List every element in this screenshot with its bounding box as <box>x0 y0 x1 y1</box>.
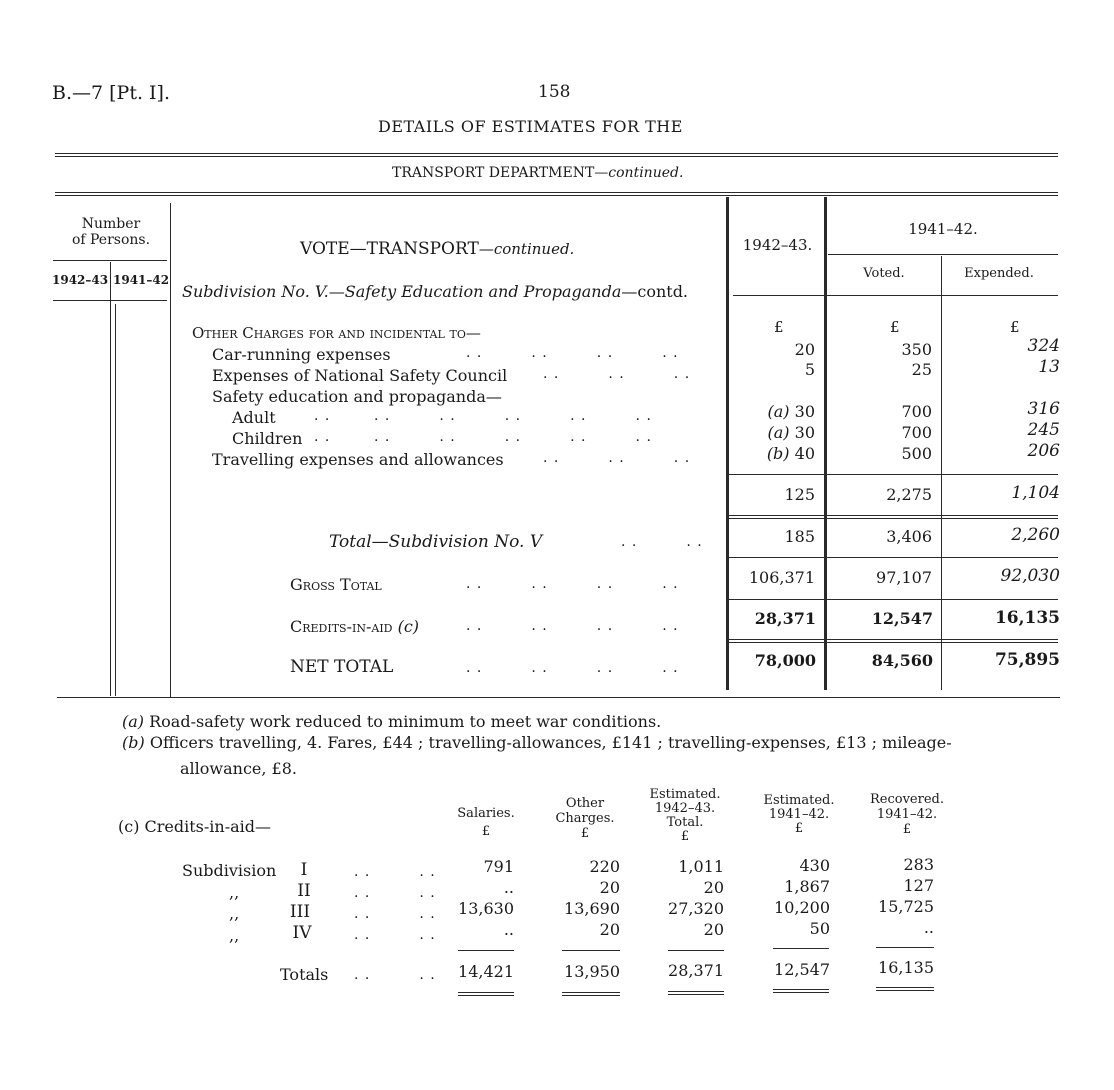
totals-est41: 12,547 <box>774 960 830 979</box>
currency-expended: £ <box>1010 318 1020 336</box>
footnote-b <box>122 733 952 752</box>
gross-total-label: Gross Total <box>290 575 382 594</box>
leader-dots: . . . . . . . . . . . . <box>314 429 652 445</box>
row1-other: 220 <box>589 857 620 876</box>
section-title <box>392 165 683 181</box>
row2-total: 20 <box>703 878 724 897</box>
leader-dots: . . . . . . . . <box>466 618 679 634</box>
currency-voted: £ <box>890 318 900 336</box>
leader-dots: . . . . . . . . <box>466 576 679 592</box>
credits-voted: 12,547 <box>871 609 933 628</box>
est-adult-value: 30 <box>794 402 815 421</box>
gross-total-expended: 92,030 <box>1000 566 1060 586</box>
persons-header <box>55 216 167 248</box>
header-est-line-3: Total. <box>666 815 704 830</box>
subdivision-title <box>182 282 688 301</box>
vote-title <box>300 239 574 259</box>
subdivision-title-cont: —contd. <box>621 282 689 301</box>
subtotal-expended: 1,104 <box>1011 483 1060 503</box>
net-total-voted: 84,560 <box>871 651 933 670</box>
leader-dots: . . . . <box>354 967 436 983</box>
row3-salaries: 13,630 <box>458 899 514 918</box>
row3-recovered: 15,725 <box>878 897 934 916</box>
subdivision-num: III <box>289 902 311 922</box>
header-est41-line-1: Estimated. <box>763 793 835 808</box>
voted-car-running: 350 <box>901 340 932 359</box>
row1-total: 1,011 <box>678 857 724 876</box>
header-recovered <box>862 792 952 837</box>
header-est-line-2: 1942–43. <box>654 801 716 816</box>
credits-est: 28,371 <box>754 609 816 628</box>
footnote-ref: (b) <box>766 444 790 463</box>
item-label-safety-education: Safety education and propaganda— <box>212 387 502 406</box>
credits-table-label: (c) Credits-in-aid— <box>118 817 272 836</box>
expended-children: 245 <box>1027 420 1060 440</box>
row1-recovered: 283 <box>903 855 934 874</box>
header-rec-line-2: 1941–42. <box>876 807 938 822</box>
subdivision-num: II <box>297 881 311 901</box>
leader-dots: . . . . <box>621 534 703 550</box>
persons-header-line-2: of Persons. <box>71 232 151 248</box>
footnote-a-text: Road-safety work reduced to minimum to meet war conditions. <box>149 712 662 731</box>
row4-est41: 50 <box>809 919 830 938</box>
net-total-est: 78,000 <box>754 651 816 670</box>
subtotal-est: 125 <box>784 485 815 504</box>
col-expended: Expended. <box>964 266 1034 281</box>
row2-salaries: .. <box>503 878 514 897</box>
est-travelling-value: 40 <box>794 444 815 463</box>
leader-dots: . . . . . . . . <box>466 660 679 676</box>
credits-label-text: Credits-in-aid <box>290 617 393 636</box>
footnote-b-text: Officers travelling, 4. Fares, £44 ; travelling-allowances, £141 ; travelling-expenses, £13 ; mileage- <box>149 733 952 752</box>
leader-dots: . . . . . . . . . . . . <box>314 408 652 424</box>
expended-travelling: 206 <box>1027 441 1060 461</box>
footnote-b-continued: allowance, £8. <box>180 759 297 778</box>
row2-recovered: 127 <box>903 876 934 895</box>
total-subdivision-voted: 3,406 <box>886 527 932 546</box>
totals-other: 13,950 <box>564 962 620 981</box>
header-salaries-text: Salaries. <box>457 806 515 821</box>
footnote-a <box>122 712 661 731</box>
row2-other: 20 <box>599 878 620 897</box>
totals-total: 28,371 <box>668 961 724 980</box>
expended-safety-council: 13 <box>1038 357 1060 377</box>
voted-children: 700 <box>901 423 932 442</box>
row3-other: 13,690 <box>564 899 620 918</box>
net-total-label: NET TOTAL <box>290 657 394 677</box>
document-reference: B.—7 [Pt. I]. <box>52 82 170 104</box>
expended-adult: 316 <box>1027 399 1060 419</box>
leader-dots: . . . . . . <box>543 450 691 466</box>
header-other-line-1: Other <box>565 796 605 811</box>
row1-est41: 430 <box>799 856 830 875</box>
subtotal-voted: 2,275 <box>886 485 932 504</box>
total-subdivision-est: 185 <box>784 527 815 546</box>
persons-col-1941: 1941–42 <box>113 273 170 287</box>
subdivision-title-text: Subdivision No. V.—Safety Education and Propaganda <box>182 282 622 301</box>
item-label-adult: Adult <box>232 408 276 427</box>
est-adult <box>735 402 815 421</box>
header-other-currency: £ <box>580 826 590 841</box>
credits-expended: 16,135 <box>994 608 1060 628</box>
header-rec-line-1: Recovered. <box>870 792 944 807</box>
total-subdivision-expended: 2,260 <box>1011 525 1060 545</box>
row4-recovered: .. <box>923 918 934 937</box>
subdivision-num: IV <box>292 923 312 943</box>
item-label-travelling: Travelling expenses and allowances <box>212 450 504 469</box>
est-car-running: 20 <box>794 340 815 359</box>
voted-travelling: 500 <box>901 444 932 463</box>
row2-est41: 1,867 <box>784 877 830 896</box>
est-travelling <box>735 444 815 463</box>
row3-total: 27,320 <box>668 899 724 918</box>
row3-est41: 10,200 <box>774 898 830 917</box>
credits-label <box>290 617 419 636</box>
header-est-currency: £ <box>680 829 690 844</box>
expended-car-running: 324 <box>1027 336 1060 356</box>
header-estimated-1941 <box>754 794 844 836</box>
gross-total-voted: 97,107 <box>876 568 932 587</box>
col-voted: Voted. <box>863 266 905 281</box>
net-total-expended: 75,895 <box>994 650 1060 670</box>
currency-est: £ <box>774 318 784 336</box>
col-estimate-1942: 1942–43. <box>742 236 813 254</box>
total-subdivision-label: Total—Subdivision No. V <box>329 532 543 552</box>
ditto-mark: ,, <box>229 883 240 902</box>
header-salaries <box>444 806 528 839</box>
other-charges-heading: Other Charges for and incidental to— <box>192 324 481 342</box>
row1-salaries: 791 <box>483 857 514 876</box>
totals-label: Totals <box>280 965 329 984</box>
persons-col-1942: 1942–43 <box>52 273 109 287</box>
persons-header-line-1: Number <box>81 216 141 232</box>
leader-dots: . . . . . . <box>543 366 691 382</box>
department-name: TRANSPORT DEPARTMENT <box>392 165 595 181</box>
page-number: 158 <box>538 82 571 102</box>
vote-title-text: VOTE—TRANSPORT <box>300 239 479 259</box>
col-1941-42: 1941–42. <box>908 220 978 238</box>
item-label-safety-council: Expenses of National Safety Council <box>212 366 508 385</box>
header-salaries-currency: £ <box>481 824 491 839</box>
header-rec-currency: £ <box>902 822 912 837</box>
vote-title-cont: —continued. <box>478 240 575 258</box>
row4-total: 20 <box>703 920 724 939</box>
voted-adult: 700 <box>901 402 932 421</box>
voted-safety-council: 25 <box>911 360 932 379</box>
row4-salaries: .. <box>503 920 514 939</box>
leader-dots: . . . . . . . . <box>466 345 679 361</box>
leader-dots: . . . . . . . . . . . . . . . . <box>354 864 436 943</box>
header-est41-currency: £ <box>794 821 804 836</box>
item-label-car-running: Car-running expenses <box>212 345 391 364</box>
continued-label: —continued. <box>594 165 684 181</box>
ditto-mark: ,, <box>229 926 240 945</box>
est-children-value: 30 <box>794 423 815 442</box>
header-est-line-1: Estimated. <box>649 787 721 802</box>
footnote-marker: (a) <box>122 712 145 731</box>
est-children <box>735 423 815 442</box>
page-title: DETAILS OF ESTIMATES FOR THE <box>378 117 683 136</box>
subdivision-num: I <box>300 860 308 880</box>
gross-total-est: 106,371 <box>748 568 815 587</box>
header-est41-line-2: 1941–42. <box>768 807 830 822</box>
subdivision-word: Subdivision <box>182 861 277 880</box>
est-safety-council: 5 <box>804 360 815 379</box>
item-label-children: Children <box>232 429 303 448</box>
header-other-charges <box>548 796 622 841</box>
footnote-ref: (c) <box>397 617 420 636</box>
footnote-ref: (a) <box>767 423 790 442</box>
header-estimated-1942 <box>645 788 725 844</box>
ditto-mark: ,, <box>229 904 240 923</box>
header-other-line-2: Charges. <box>555 811 615 826</box>
totals-recovered: 16,135 <box>878 958 934 977</box>
footnote-marker: (b) <box>122 733 145 752</box>
footnote-ref: (a) <box>767 402 790 421</box>
row4-other: 20 <box>599 920 620 939</box>
totals-salaries: 14,421 <box>458 962 514 981</box>
